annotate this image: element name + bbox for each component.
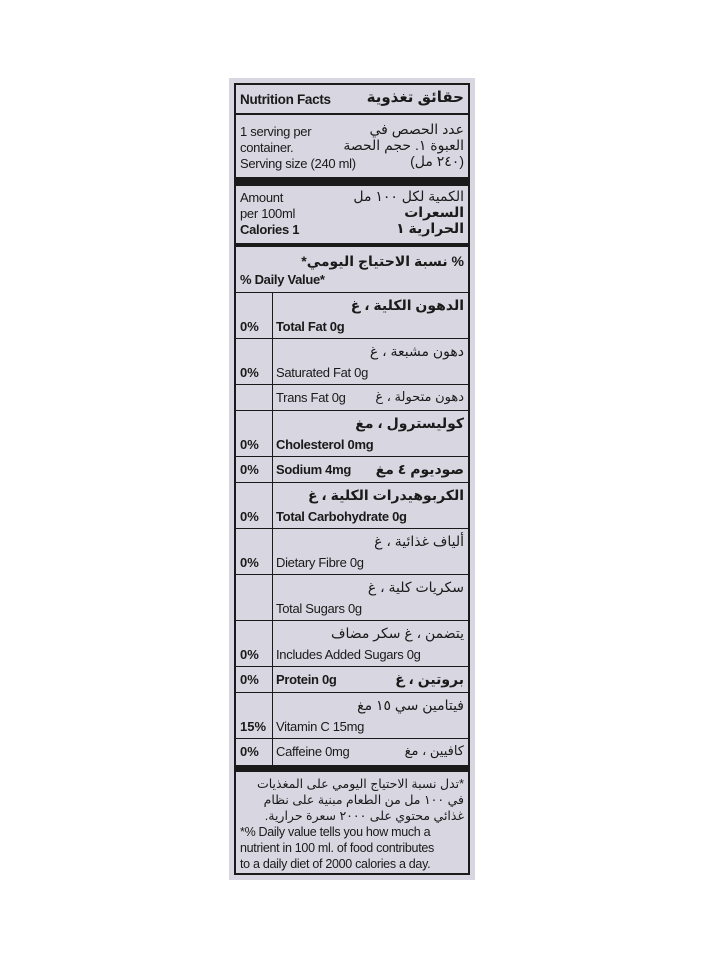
- amount-ar: الكمية لكل ١٠٠ مل: [353, 188, 464, 204]
- pct-cell: [236, 693, 273, 738]
- nutrient-name-en: Total Fat 0g: [276, 319, 345, 334]
- nutrient-row-dietary-fibre: [236, 528, 468, 574]
- nutrient-name-ar: دهون مشبعة ، غ: [369, 343, 464, 359]
- nutrient-name-en: Saturated Fat 0g: [276, 365, 369, 380]
- pct-value: 0%: [240, 319, 259, 334]
- calories-section: [236, 186, 468, 243]
- pct-cell: [236, 385, 273, 410]
- nutrient-name-ar: سكريات كلية ، غ: [367, 579, 464, 595]
- serving-size-ar: (٢٤٠ مل): [410, 153, 464, 169]
- nutrient-name-ar: فيتامين سي ١٥ مغ: [357, 697, 464, 713]
- servings-en-1: 1 serving per: [240, 124, 312, 139]
- pct-value: 0%: [240, 744, 259, 759]
- amount-en-1: Amount: [240, 190, 284, 205]
- footnote-ar-1: *تدل نسبة الاحتياج اليومي على المغذيات: [256, 777, 464, 791]
- nutrient-name-en: Trans Fat 0g: [276, 390, 346, 405]
- pct-cell: [236, 575, 273, 620]
- nutrient-name-en: Cholesterol 0mg: [276, 437, 374, 452]
- nutrient-name-ar: الكربوهيدرات الكلية ، غ: [307, 487, 464, 503]
- nutrient-row-trans-fat: [236, 384, 468, 410]
- footnote-ar-2: في ١٠٠ مل من الطعام مبنية على نظام: [263, 793, 464, 807]
- pct-cell: [236, 457, 273, 482]
- nutrient-row-caffeine: [236, 738, 468, 765]
- footnote-en-3: to a daily diet of 2000 calories a day.: [240, 857, 431, 871]
- pct-value: 0%: [240, 365, 259, 380]
- calories-ar-1: السعرات: [404, 204, 464, 220]
- nutrient-name-en: Total Sugars 0g: [276, 601, 362, 616]
- nutrient-row-added-sugars: [236, 620, 468, 666]
- title-en: Nutrition Facts: [240, 92, 331, 107]
- servings-ar-1: عدد الحصص في: [369, 121, 464, 137]
- pct-cell: [236, 529, 273, 574]
- nutrient-name-ar: يتضمن ، غ سكر مضاف: [330, 625, 464, 641]
- pct-cell: [236, 339, 273, 384]
- servings-en-2: container.: [240, 140, 294, 155]
- servings-ar-2: العبوة ١. حجم الحصة: [343, 137, 464, 153]
- pct-value: 0%: [240, 555, 259, 570]
- nutrient-row-total-sugars: [236, 574, 468, 620]
- nutrient-name-ar: كوليسترول ، مغ: [355, 415, 464, 431]
- nutrient-row-vitamin-c: [236, 692, 468, 738]
- nutrient-name-ar: دهون متحولة ، غ: [375, 389, 464, 404]
- pct-value: 0%: [240, 647, 259, 662]
- nutrient-name-ar: كافيين ، مغ: [404, 743, 464, 758]
- pct-cell: [236, 483, 273, 528]
- footnote-ar-3: غذائي محتوي على ٢٠٠٠ سعرة حرارية.: [264, 809, 464, 823]
- nutrient-name-en: Total Carbohydrate 0g: [276, 509, 407, 524]
- nutrient-name-ar: ألياف غذائية ، غ: [374, 533, 464, 549]
- nutrient-row-saturated-fat: [236, 338, 468, 384]
- footnote-en-1: *% Daily value tells you how much a: [240, 825, 431, 839]
- pct-value: 0%: [240, 437, 259, 452]
- nutrient-name-en: Protein 0g: [276, 672, 337, 687]
- serving-size-en: Serving size (240 ml): [240, 156, 356, 171]
- daily-value-header: [236, 247, 468, 292]
- pct-value: 0%: [240, 509, 259, 524]
- nutrient-name-ar: بروتين ، غ: [395, 671, 464, 687]
- nutrient-name-en: Vitamin C 15mg: [276, 719, 365, 734]
- nutrient-name-en: Includes Added Sugars 0g: [276, 647, 421, 662]
- nutrient-name-ar: صوديوم ٤ مغ: [375, 461, 464, 477]
- pct-value: 0%: [240, 672, 259, 687]
- amount-en-2: per 100ml: [240, 206, 296, 221]
- label-header: [236, 85, 468, 113]
- calories-en: Calories 1: [240, 222, 300, 237]
- pct-value: 15%: [240, 719, 267, 734]
- pct-cell: [236, 621, 273, 666]
- nutrient-row-protein: [236, 666, 468, 692]
- nutrient-row-cholesterol: [236, 410, 468, 456]
- servings-section: [236, 115, 468, 177]
- nutrient-row-total-fat: [236, 292, 468, 338]
- footnote: [236, 772, 468, 873]
- nutrition-label: [229, 78, 475, 880]
- nutrition-label-border: [234, 83, 470, 875]
- daily-value-header-en: % Daily Value*: [240, 272, 325, 287]
- pct-cell: [236, 667, 273, 692]
- nutrient-name-en: Dietary Fibre 0g: [276, 555, 364, 570]
- pct-cell: [236, 293, 273, 338]
- nutrient-name-en: Sodium 4mg: [276, 462, 352, 477]
- nutrient-row-sodium: [236, 456, 468, 482]
- pct-cell: [236, 739, 273, 765]
- pct-value: 0%: [240, 462, 259, 477]
- thick-divider-1: [236, 177, 468, 186]
- nutrient-row-total-carbohydrate: [236, 482, 468, 528]
- nutrient-name-en: Caffeine 0mg: [276, 744, 350, 759]
- pct-cell: [236, 411, 273, 456]
- nutrient-name-ar: الدهون الكلية ، غ: [350, 297, 464, 313]
- calories-ar-2: الحرارية ١: [396, 220, 464, 236]
- title-ar: حقائق تغذوية: [366, 89, 464, 106]
- thick-divider-2: [236, 765, 468, 772]
- footnote-en-2: nutrient in 100 ml. of food contributes: [240, 841, 434, 855]
- daily-value-header-ar: % نسبة الاحتياج اليومي*: [301, 253, 464, 269]
